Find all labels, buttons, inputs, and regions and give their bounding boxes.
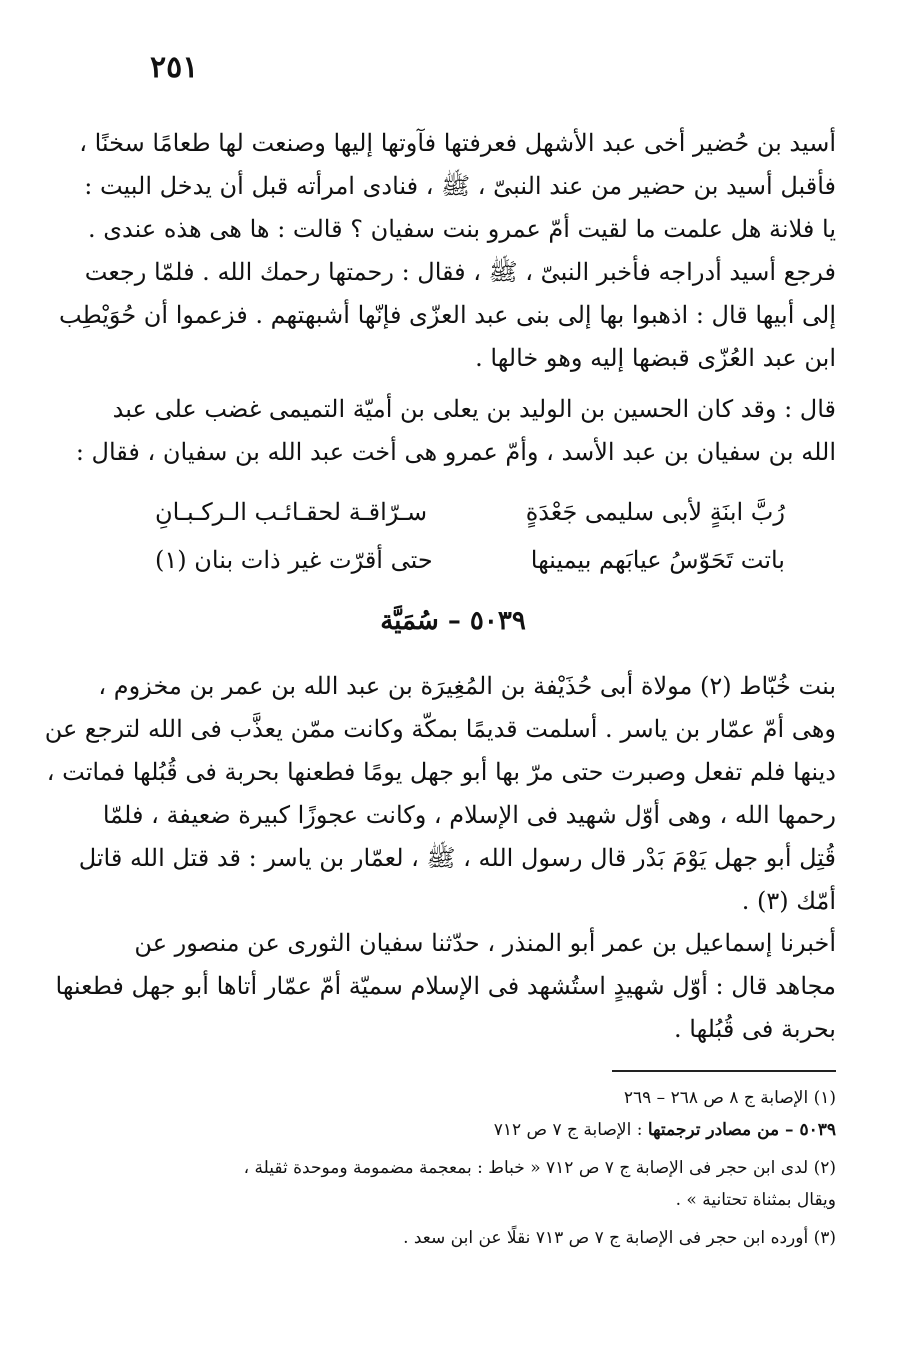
footnote-3: (٣) أورده ابن حجر فى الإصابة ج ٧ ص ٧١٣ نقلًا عن ابن سعد . [403,1228,836,1248]
paragraph-2 [75,388,836,474]
text-line: رحمها الله ، وهى أوّل شهيد فى الإسلام ، وكانت عجوزًا كبيرة ضعيفة ، فلمّا [102,801,836,829]
text-line: فرجع أسيد أدراجه فأخبر النبىّ ، ﷺ ، فقال : رحمتها رحمك الله . فلمّا رجعت [84,258,836,286]
footnote-divider [612,1070,836,1072]
section-heading: ٥٠٣٩ – سُمَيَّة [380,606,526,636]
footnote-sources-label: ٥٠٣٩ – من مصادر ترجمتها [647,1120,836,1140]
paragraph-1 [59,122,836,380]
page-number: ٢٥١ [150,50,199,85]
text-line: فأقبل أسيد بن حضير من عند النبىّ ، ﷺ ، فنادى امرأته قبل أن يدخل البيت : [84,172,836,200]
text-line: بنت خُبّاط (٢) مولاة أبى حُذَيْفة بن المُغِيرَة بن عبد الله بن عمر بن مخزوم ، [98,672,836,700]
poem-verse [155,488,785,536]
text-line: الله بن سفيان بن عبد الأسد ، وأمّ عمرو هى أخت عبد الله بن سفيان ، فقال : [75,438,836,466]
paragraph-4 [55,922,836,1051]
text-line: بحربة فى قُبُلها . [674,1015,836,1043]
footnote-1: (١) الإصابة ج ٨ ص ٢٦٨ – ٢٦٩ [623,1088,836,1108]
footnote-sources-text: : الإصابة ج ٧ ص ٧١٢ [493,1120,648,1140]
verse-first-hemistich: رُبَّ ابنَةٍ لأبى سليمى جَعْدَةٍ [525,498,785,526]
text-line: دينها فلم تفعل وصبرت حتى مرّ بها أبو جهل يومًا فطعنها بحربة فى قُبُلها فماتت ، [46,758,836,786]
text-line: قُتِل أبو جهل يَوْمَ بَدْر قال رسول الله ، ﷺ ، لعمّار بن ياسر : قد قتل الله قاتل [78,844,836,872]
text-line: أخبرنا إسماعيل بن عمر أبو المنذر ، حدّثنا سفيان الثورى عن منصور عن [134,929,836,957]
text-line: ابن عبد العُزّى قبضها إليه وهو خالها . [475,344,836,372]
text-line: إلى أبيها قال : اذهبوا بها إلى بنى عبد العزّى فإنّها أشبهتهم . فزعموا أن حُوَيْطِب [59,301,836,329]
text-line: أمّك (٣) . [741,887,836,915]
footnote-2-line: (٢) لدى ابن حجر فى الإصابة ج ٧ ص ٧١٢ « خباط : بمعجمة مضمومة وموحدة ثقيلة ، [243,1158,836,1178]
paragraph-3 [44,665,836,923]
poem [155,488,785,584]
footnote-sources [120,1114,836,1146]
verse-second-hemistich: سـرّاقـة لحقـائـب الـركـبـانِ [155,498,428,526]
footnote-2-line: ويقال بمثناة تحتانية » . [675,1190,836,1210]
text-line: يا فلانة هل علمت ما لقيت أمّ عمرو بنت سفيان ؟ قالت : ها هى هذه عندى . [88,215,836,243]
verse-first-hemistich: باتت تَحَوّسُ عيابَهم بيمينها [530,546,785,574]
poem-verse [155,536,785,584]
text-line: وهى أمّ عمّار بن ياسر . أسلمت قديمًا بمكّة وكانت ممّن يعذَّب فى الله لترجع عن [44,715,836,743]
text-line: أسيد بن حُضير أخى عبد الأشهل فعرفتها فآوتها إليها وصنعت لها طعامًا سخنًا ، [79,129,836,157]
text-line: قال : وقد كان الحسين بن الوليد بن يعلى بن أميّة التميمى غضب على عبد [112,395,836,423]
verse-second-hemistich: حتى أقرّت غير ذات بنان (١) [155,546,433,574]
text-line: مجاهد قال : أوّل شهيدٍ استُشهد فى الإسلام سميّة أمّ عمّار أتاها أبو جهل فطعنها [55,972,836,1000]
footnotes [120,1082,836,1254]
